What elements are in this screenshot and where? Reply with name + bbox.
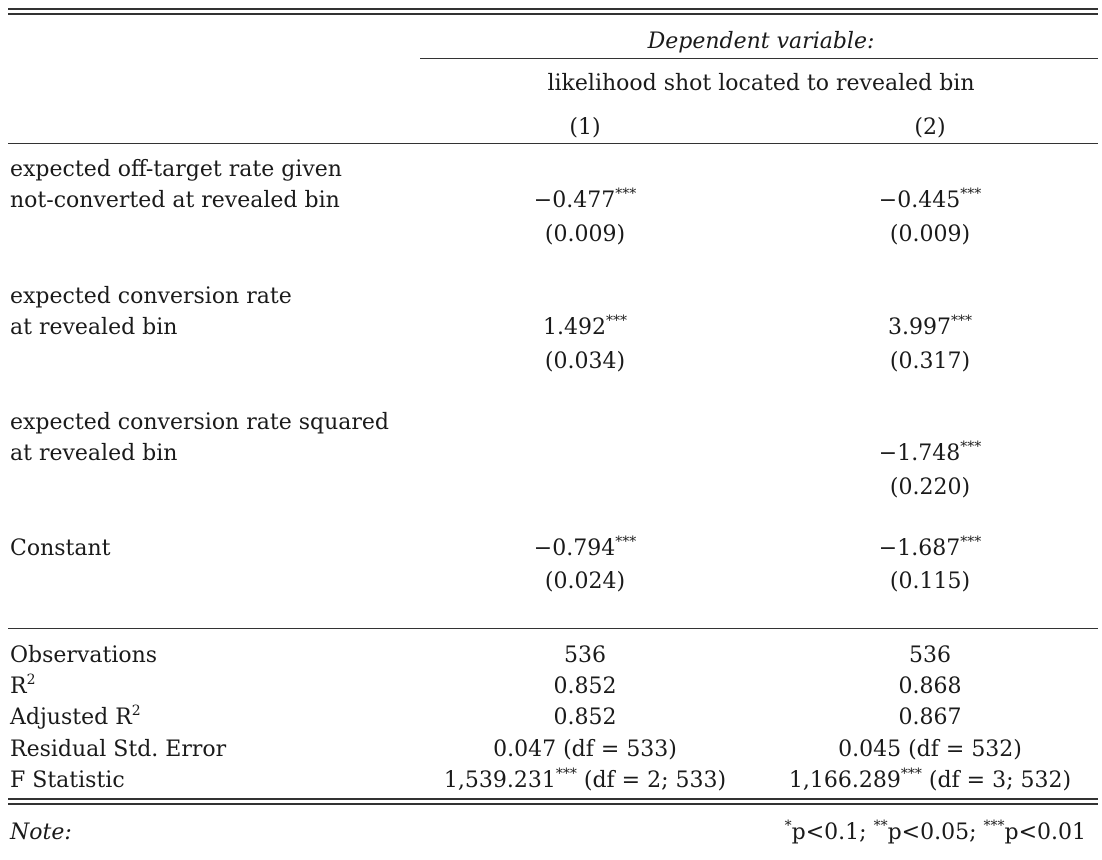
row-label: expected conversion rate [10, 284, 292, 309]
stat-label: $R^2$ [10, 672, 36, 699]
coefficient-cell: −1.748*** [878, 439, 982, 466]
stat-value: 0.047 (df = 533) [493, 737, 677, 762]
standard-error-cell: (0.317) [889, 349, 971, 374]
top-rule-outer [8, 8, 1098, 10]
standard-error-cell: (0.220) [889, 475, 971, 500]
coefficient-cell: 3.997*** [888, 313, 972, 340]
row-label: not-converted at revealed bin [10, 188, 340, 213]
stat-value: 536 [909, 643, 951, 668]
standard-error-cell: (0.024) [544, 569, 626, 594]
row-label: at revealed bin [10, 315, 178, 340]
column-header-2: (2) [914, 115, 946, 140]
note-label: Note: [10, 820, 72, 845]
column-header-1: (1) [569, 115, 601, 140]
stat-value: 1,539.231*** (df = 2; 533) [443, 766, 727, 793]
row-label: expected off-target rate given [10, 157, 342, 182]
stat-value: 1,166.289*** (df = 3; 532) [788, 766, 1072, 793]
significance-note: *p<0.1; **p<0.05; ***p<0.01 [784, 818, 1086, 845]
stat-label: Residual Std. Error [10, 737, 227, 762]
bottom-rule-outer [8, 798, 1098, 800]
stat-label: Observations [10, 643, 158, 668]
coefficient-cell: 1.492*** [543, 313, 627, 340]
stat-value: 0.852 [553, 674, 617, 699]
standard-error-cell: (0.115) [889, 569, 971, 594]
standard-error-cell: (0.034) [544, 349, 626, 374]
stats-top-rule [8, 628, 1098, 629]
row-label: at revealed bin [10, 441, 178, 466]
stat-value: 0.868 [898, 674, 962, 699]
stat-value: 0.045 (df = 532) [838, 737, 1022, 762]
stat-label: F Statistic [10, 768, 125, 793]
row-label: Constant [10, 536, 111, 561]
stat-value: 0.867 [898, 705, 962, 730]
stat-label: Adjusted $R^2$ [10, 703, 141, 730]
dependent-variable-label: Dependent variable: [647, 29, 875, 54]
top-rule-inner [8, 13, 1098, 15]
header-bottom-rule [8, 143, 1098, 144]
coefficient-cell: −0.794*** [533, 534, 637, 561]
row-label: expected conversion rate squared [10, 410, 389, 435]
standard-error-cell: (0.009) [544, 222, 626, 247]
coefficient-cell: −1.687*** [878, 534, 982, 561]
bottom-rule-inner [8, 803, 1098, 805]
coefficient-cell: −0.477*** [533, 186, 637, 213]
header-underline [420, 58, 1098, 59]
coefficient-cell: −0.445*** [878, 186, 982, 213]
dependent-variable-name: likelihood shot located to revealed bin [547, 71, 975, 96]
standard-error-cell: (0.009) [889, 222, 971, 247]
stat-value: 0.852 [553, 705, 617, 730]
stat-value: 536 [564, 643, 606, 668]
